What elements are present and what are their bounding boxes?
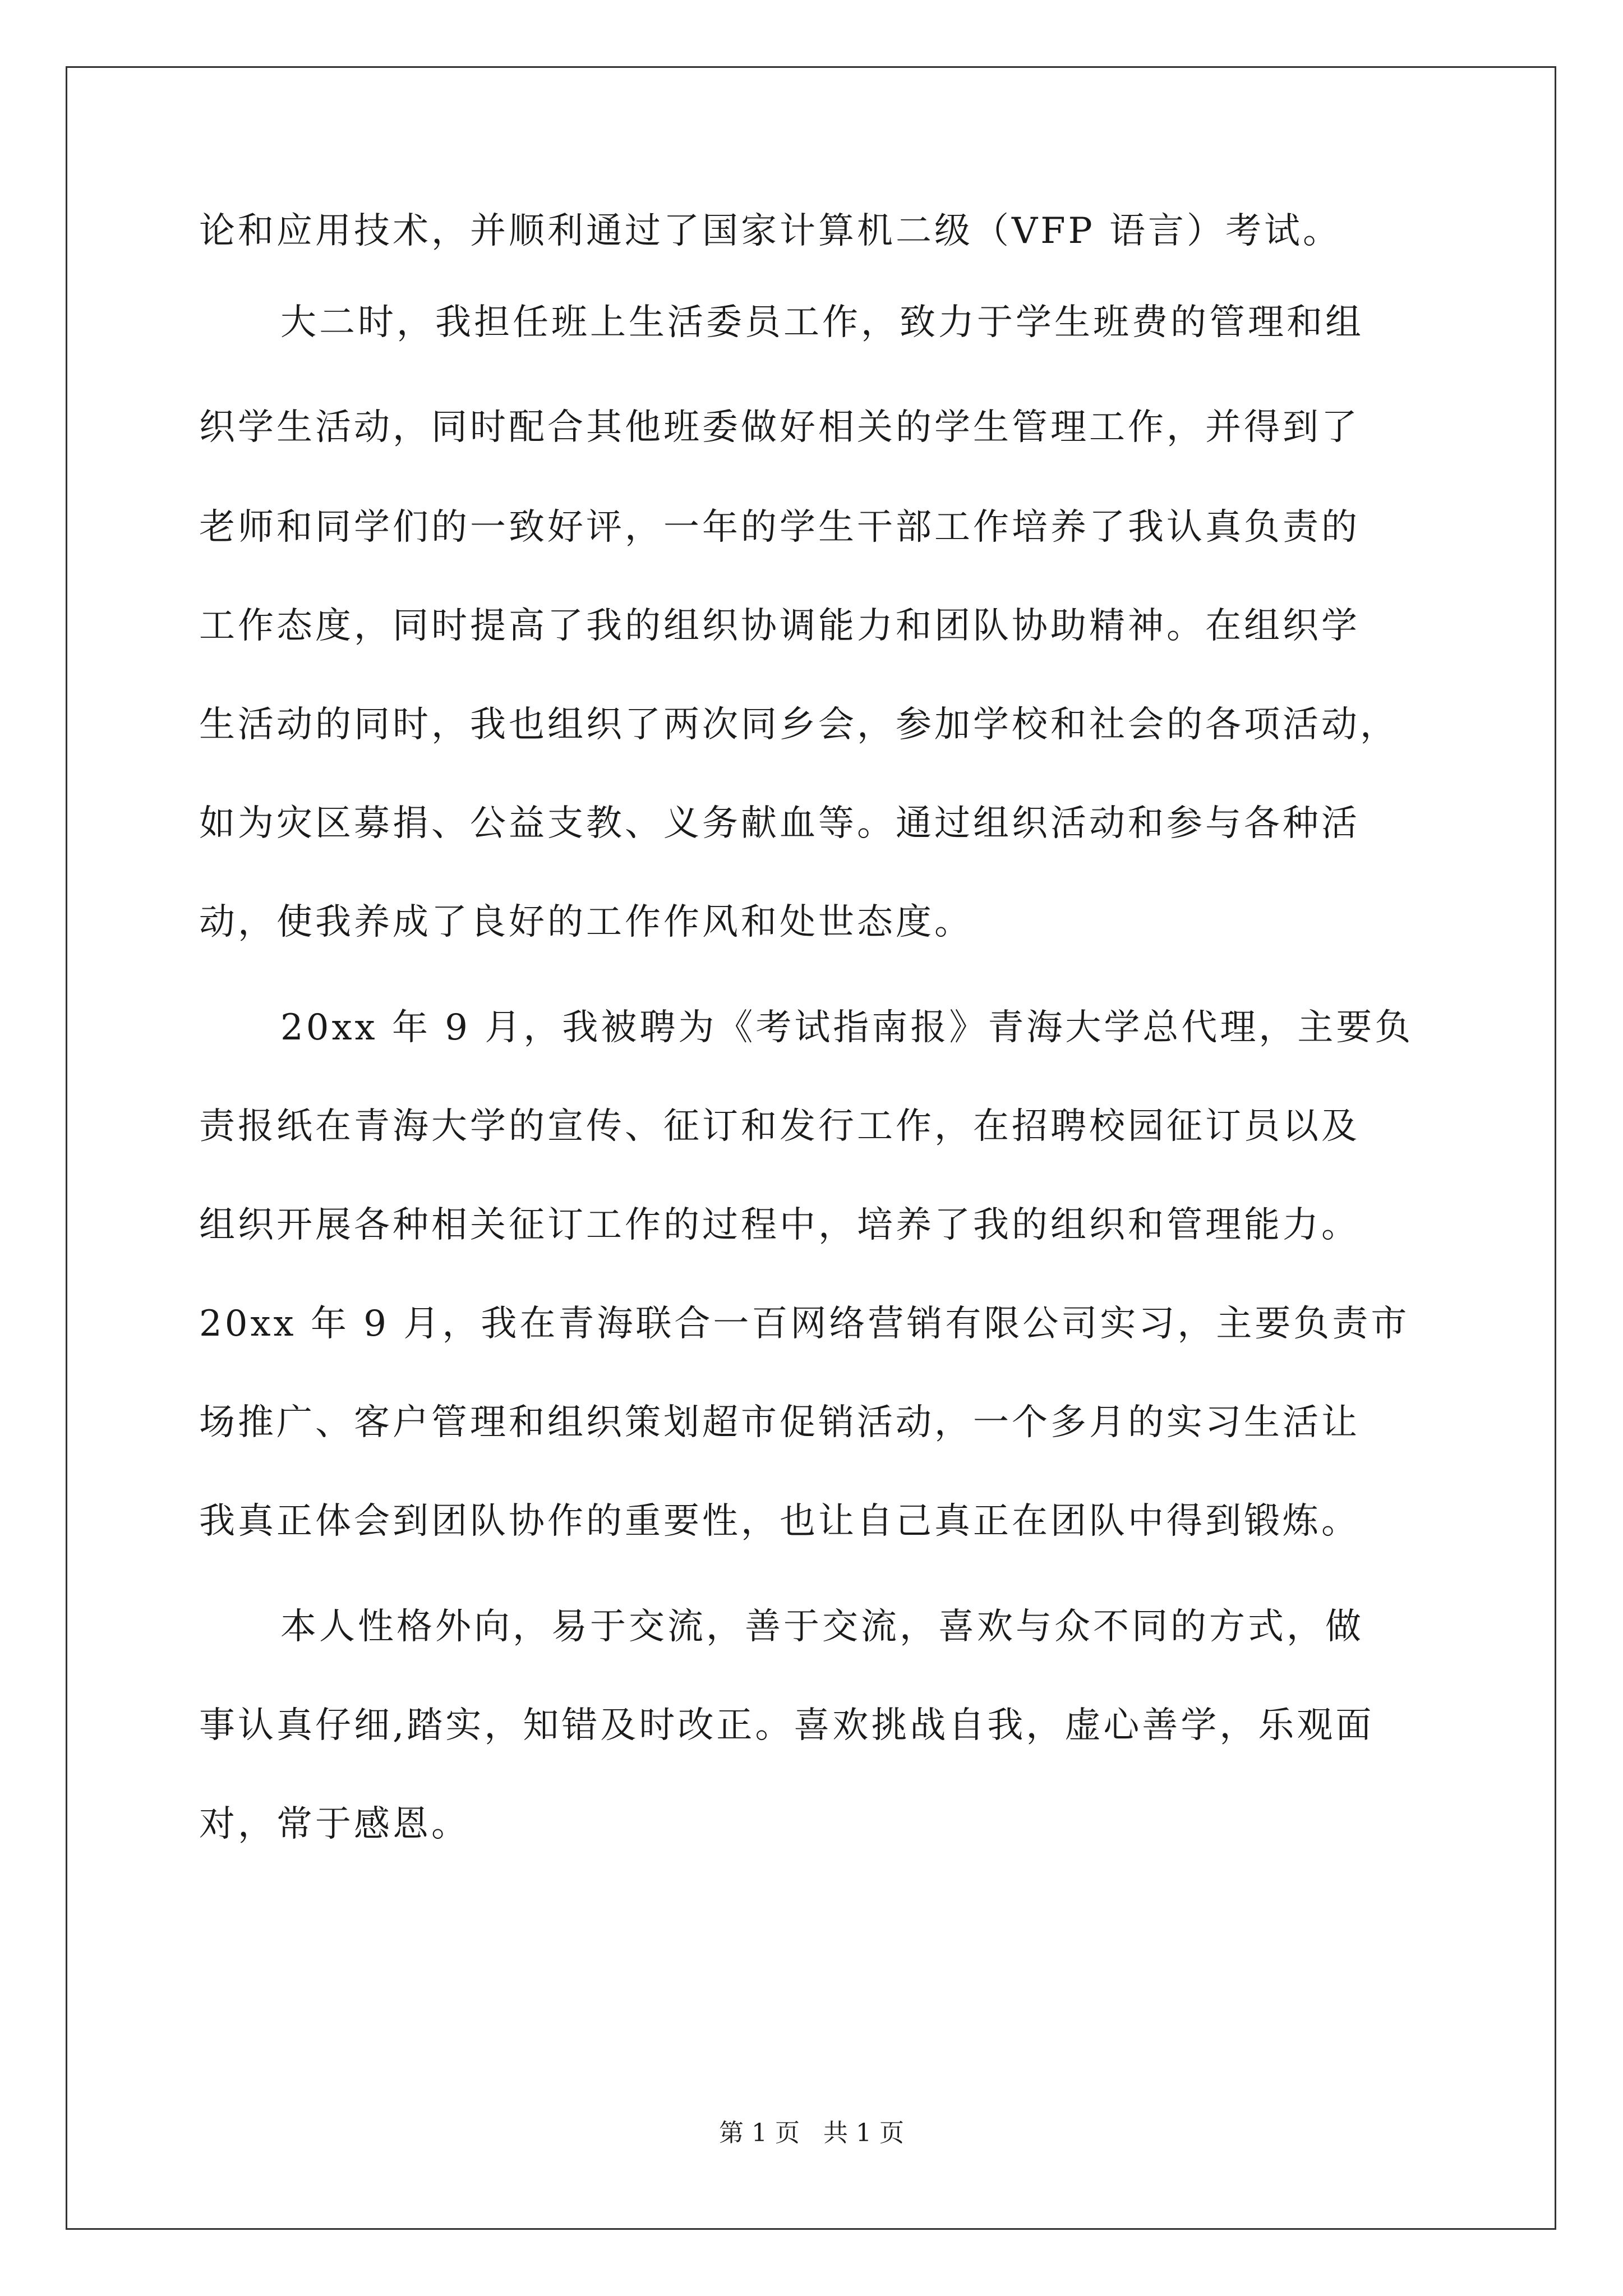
text-line: 生活动的同时，我也组织了两次同乡会，参加学校和社会的各项活动，: [199, 704, 1399, 746]
paragraph-first-line: 大二时，我担任班上生活委员工作，致力于学生班费的管理和组: [280, 302, 1364, 343]
paragraph-first-line: 本人性格外向，易于交流，善于交流，喜欢与众不同的方式，做: [280, 1606, 1364, 1648]
text-line: 工作态度，同时提高了我的组织协调能力和团队协助精神。在组织学: [199, 605, 1360, 647]
text-line: 20xx 年 9 月，我在青海联合一百网络营销有限公司实习，主要负责市: [199, 1303, 1410, 1345]
text-line: 组织开展各种相关征订工作的过程中，培养了我的组织和管理能力。: [199, 1204, 1360, 1246]
text-line: 事认真仔细,踏实，知错及时改正。喜欢挑战自我，虚心善学，乐观面: [199, 1705, 1375, 1746]
text-line: 责报纸在青海大学的宣传、征订和发行工作，在招聘校园征订员以及: [199, 1106, 1360, 1147]
text-line: 织学生活动，同时配合其他班委做好相关的学生管理工作，并得到了: [199, 407, 1360, 448]
text-line: 我真正体会到团队协作的重要性，也让自己真正在团队中得到锻炼。: [199, 1501, 1360, 1542]
text-line: 动，使我养成了良好的工作作风和处世态度。: [199, 901, 973, 943]
text-line: 论和应用技术，并顺利通过了国家计算机二级（VFP 语言）考试。: [199, 210, 1342, 252]
text-line: 老师和同学们的一致好评，一年的学生干部工作培养了我认真负责的: [199, 507, 1360, 548]
text-line: 场推广、客户管理和组织策划超市促销活动，一个多月的实习生活让: [199, 1402, 1360, 1443]
page-number-footer: 第 1 页 共 1 页: [719, 2119, 904, 2147]
text-line: 对，常于感恩。: [199, 1803, 470, 1845]
text-line: 如为灾区募捐、公益支教、义务献血等。通过组织活动和参与各种活: [199, 803, 1360, 844]
paragraph-first-line: 20xx 年 9 月，我被聘为《考试指南报》青海大学总代理，主要负: [280, 1007, 1414, 1048]
